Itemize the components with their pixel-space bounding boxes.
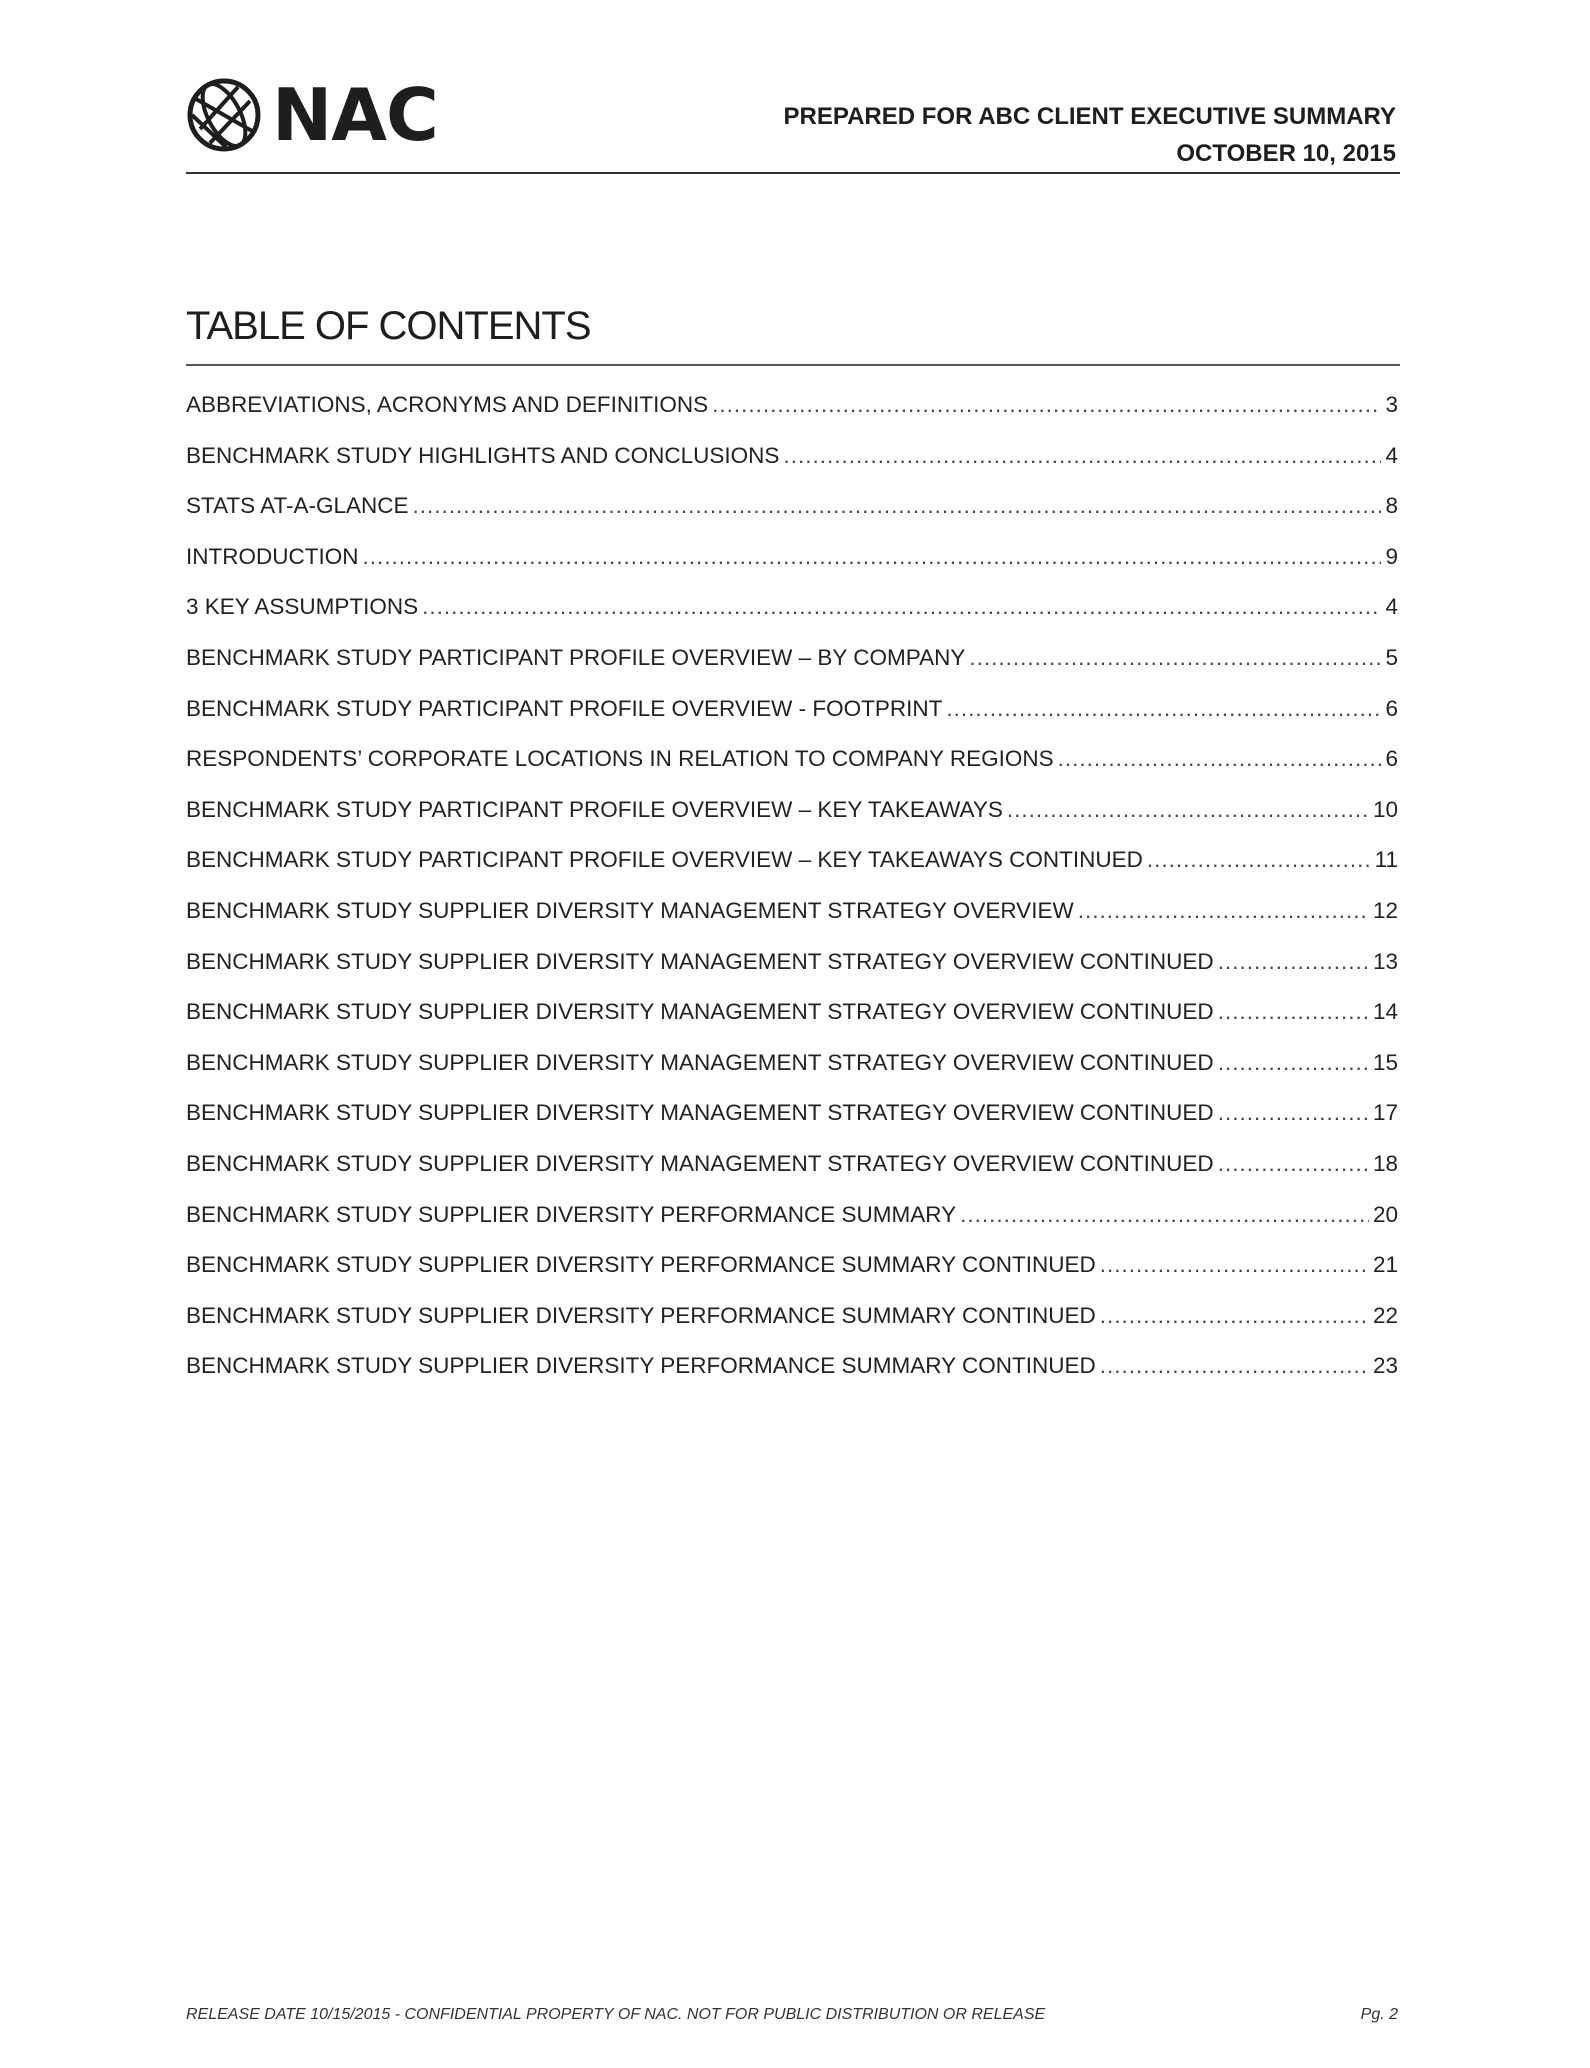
toc-entry[interactable] [186,1353,1398,1404]
toc-entry-label[interactable]: BENCHMARK STUDY SUPPLIER DIVERSITY PERFORMANCE SUMMARY CONTINUED [186,1353,1096,1379]
toc-entry-label[interactable]: BENCHMARK STUDY PARTICIPANT PROFILE OVERVIEW - FOOTPRINT [186,695,943,721]
toc-entry[interactable] [186,797,1398,848]
toc-entry-page[interactable]: 3 [1385,392,1398,417]
toc-dot-leader [1147,847,1371,873]
toc-dot-leader [422,594,1381,620]
toc-entry-label[interactable]: BENCHMARK STUDY HIGHLIGHTS AND CONCLUSIONS [186,442,780,468]
toc-entry[interactable] [186,999,1398,1050]
toc-entry[interactable] [186,594,1398,645]
toc-entry-label[interactable]: BENCHMARK STUDY SUPPLIER DIVERSITY PERFORMANCE SUMMARY [186,1201,957,1227]
toc-entry[interactable] [186,392,1398,443]
toc-dot-leader [1100,1353,1369,1379]
toc-entry[interactable] [186,949,1398,1000]
toc-entry-label[interactable]: BENCHMARK STUDY SUPPLIER DIVERSITY PERFORMANCE SUMMARY CONTINUED [186,1252,1096,1278]
toc-entry[interactable] [186,493,1398,544]
toc-entry[interactable] [186,544,1398,595]
toc-entry[interactable] [186,443,1398,494]
toc-entry-label[interactable]: RESPONDENTS’ CORPORATE LOCATIONS IN RELATION TO COMPANY REGIONS [186,746,1054,772]
toc-dot-leader [969,645,1381,671]
toc-dot-leader [1058,746,1382,772]
logo-text: NAC [272,73,438,157]
toc-entry[interactable] [186,1151,1398,1202]
toc-entry[interactable] [186,847,1398,898]
toc-dot-leader [1218,1050,1369,1076]
toc-entry-label[interactable]: BENCHMARK STUDY PARTICIPANT PROFILE OVERVIEW – BY COMPANY [186,644,966,670]
toc-dot-leader [1100,1252,1369,1278]
toc-entry-page[interactable]: 10 [1372,796,1398,822]
toc-entry-page[interactable]: 17 [1372,1100,1398,1126]
toc-dot-leader [946,696,1381,722]
toc-entry[interactable] [186,1252,1398,1303]
toc-entry-page[interactable]: 13 [1372,948,1398,974]
toc-entry[interactable] [186,1050,1398,1101]
toc-entry[interactable] [186,1202,1398,1253]
toc-dot-leader [1218,1100,1369,1126]
toc-entry-page[interactable]: 4 [1385,594,1398,620]
toc-entry-page[interactable]: 5 [1385,644,1398,670]
toc-entry-label[interactable]: BENCHMARK STUDY SUPPLIER DIVERSITY MANAGEMENT STRATEGY OVERVIEW [186,897,1074,923]
toc-dot-leader [960,1202,1369,1228]
toc-dot-leader [1100,1303,1369,1329]
toc-entry-page[interactable]: 4 [1385,442,1398,468]
header-title [784,98,1396,172]
toc-entry-page[interactable]: 8 [1385,493,1398,519]
toc-entry[interactable] [186,645,1398,696]
toc-entry-label[interactable]: 3 KEY ASSUMPTIONS [186,594,419,620]
toc-entry-page[interactable]: 20 [1372,1201,1398,1227]
page-header [186,72,1400,174]
toc-entry-label[interactable]: BENCHMARK STUDY SUPPLIER DIVERSITY MANAGEMENT STRATEGY OVERVIEW CONTINUED [186,1100,1214,1126]
footer-page-number: Pg. 2 [1360,2006,1398,2023]
toc-entry-page[interactable]: 18 [1372,1150,1398,1176]
toc-entry[interactable] [186,746,1398,797]
toc-entry-page[interactable]: 11 [1374,847,1398,873]
toc-dot-leader [1218,999,1369,1025]
toc-entry-page[interactable]: 15 [1372,1049,1398,1075]
toc-entry-label[interactable]: BENCHMARK STUDY SUPPLIER DIVERSITY MANAGEMENT STRATEGY OVERVIEW CONTINUED [186,999,1214,1025]
toc-entry-label[interactable]: STATS AT-A-GLANCE [186,493,409,519]
toc-entry-label[interactable]: BENCHMARK STUDY PARTICIPANT PROFILE OVERVIEW – KEY TAKEAWAYS [186,796,1003,822]
toc-entry-label[interactable]: BENCHMARK STUDY SUPPLIER DIVERSITY MANAGEMENT STRATEGY OVERVIEW CONTINUED [186,1150,1214,1176]
toc-dot-leader [1218,1151,1369,1177]
toc-dot-leader [363,544,1382,570]
toc-dot-leader [1078,898,1369,924]
toc-entry-label[interactable]: INTRODUCTION [186,543,359,569]
toc-list [186,392,1398,1404]
toc-entry[interactable] [186,696,1398,747]
toc-entry-label[interactable]: ABBREVIATIONS, ACRONYMS AND DEFINITIONS [186,392,709,417]
toc-entry-page[interactable]: 22 [1372,1302,1398,1328]
toc-dot-leader [712,392,1381,418]
globe-icon [186,77,262,153]
header-date: OCTOBER 10, 2015 [1176,140,1396,167]
toc-entry-label[interactable]: BENCHMARK STUDY PARTICIPANT PROFILE OVERVIEW – KEY TAKEAWAYS CONTINUED [186,847,1143,873]
toc-entry[interactable] [186,1303,1398,1354]
toc-divider [186,364,1400,366]
nac-logo [186,72,438,158]
toc-entry-label[interactable]: BENCHMARK STUDY SUPPLIER DIVERSITY PERFORMANCE SUMMARY CONTINUED [186,1302,1096,1328]
footer-release-text: RELEASE DATE 10/15/2015 - CONFIDENTIAL PROPERTY OF NAC. NOT FOR PUBLIC DISTRIBUTION OR RELEASE [186,2006,1046,2023]
toc-entry[interactable] [186,1100,1398,1151]
toc-title: TABLE OF CONTENTS [186,304,591,348]
toc-entry-page[interactable]: 23 [1372,1353,1398,1379]
toc-entry-page[interactable]: 6 [1385,746,1398,772]
toc-dot-leader [1218,949,1369,975]
toc-entry[interactable] [186,898,1398,949]
header-title-line1: PREPARED FOR ABC CLIENT EXECUTIVE SUMMARY [783,103,1396,130]
toc-dot-leader [783,443,1381,469]
toc-entry-page[interactable]: 6 [1385,695,1398,721]
toc-entry-page[interactable]: 21 [1372,1252,1398,1278]
toc-dot-leader [1007,797,1369,823]
toc-entry-page[interactable]: 12 [1372,897,1398,923]
toc-dot-leader [413,493,1382,519]
toc-entry-page[interactable]: 14 [1372,999,1398,1025]
toc-entry-label[interactable]: BENCHMARK STUDY SUPPLIER DIVERSITY MANAGEMENT STRATEGY OVERVIEW CONTINUED [186,1049,1214,1075]
toc-entry-label[interactable]: BENCHMARK STUDY SUPPLIER DIVERSITY MANAGEMENT STRATEGY OVERVIEW CONTINUED [186,948,1214,974]
toc-entry-page[interactable]: 9 [1385,543,1398,569]
